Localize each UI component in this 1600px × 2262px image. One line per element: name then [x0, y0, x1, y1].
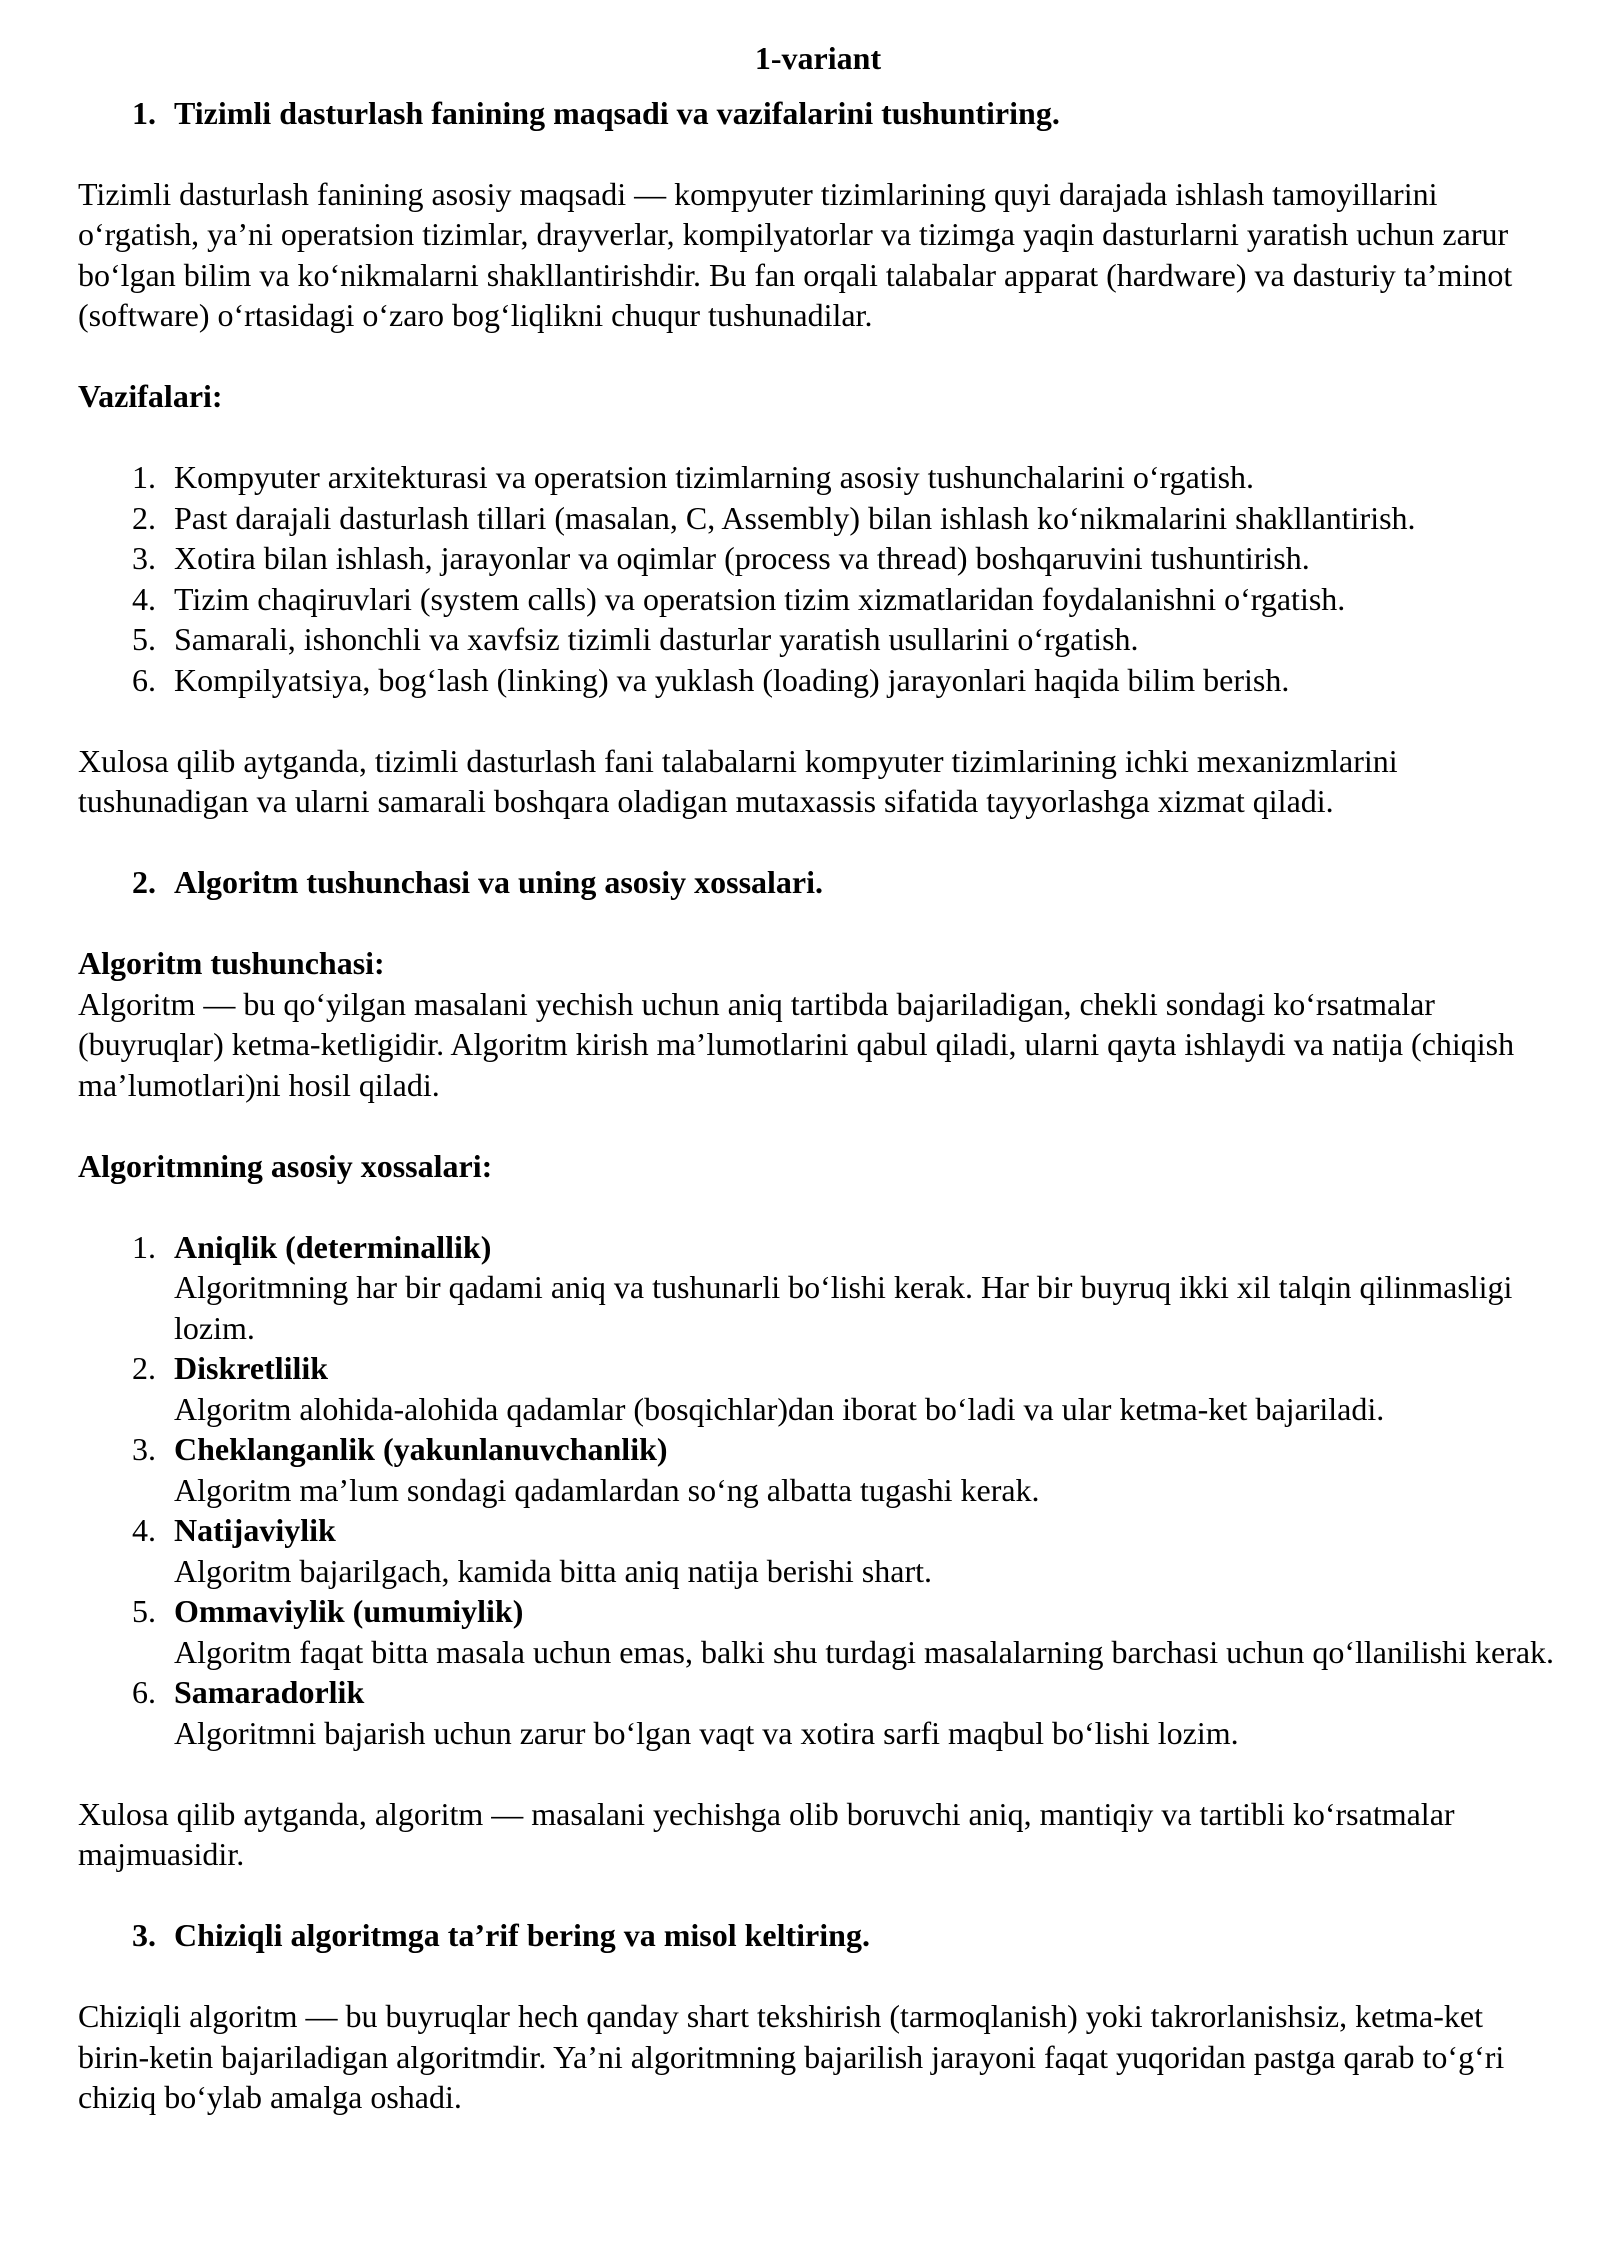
- list-item: [78, 538, 1558, 579]
- question-3-heading: [78, 1915, 1558, 1956]
- list-item: [78, 1348, 1558, 1429]
- list-item-number: 5.: [132, 621, 156, 657]
- list-item-number: 5.: [132, 1593, 156, 1629]
- q1-conclusion: Xulosa qilib aytganda, tizimli dasturlash fani talabalarni kompyuter tizimlarining ichki mexanizmlarini tushunadigan va ularni samarali boshqara oladigan mutaxassis sifatida tayyorlashga xizmat qiladi.: [78, 742, 1398, 819]
- question-1-text: Tizimli dasturlash fanining maqsadi va vazifalarini tushuntiring.: [174, 94, 1060, 131]
- list-item-text: Kompyuter arxitekturasi va operatsion tizimlarning asosiy tushunchalarini oʻrgatish.: [174, 459, 1255, 495]
- property-description: Algoritm alohida-alohida qadamlar (bosqichlar)dan iborat boʻladi va ular ketma-ket bajariladi.: [174, 1390, 1385, 1427]
- q2-concept-label: Algoritm tushunchasi:: [78, 945, 385, 981]
- list-item-number: 2.: [132, 1350, 156, 1386]
- question-2-number: 2.: [132, 864, 156, 900]
- property-name: Samaradorlik: [174, 1674, 365, 1710]
- property-description: Algoritm maʼlum sondagi qadamlardan soʻng albatta tugashi kerak.: [174, 1471, 1040, 1508]
- property-name: Diskretlilik: [174, 1350, 329, 1386]
- list-item-number: 2.: [132, 499, 156, 536]
- property-name: Cheklanganlik (yakunlanuvchanlik): [174, 1431, 668, 1467]
- list-item-number: 6.: [132, 661, 156, 698]
- property-name: Ommaviylik (umumiylik): [174, 1593, 524, 1629]
- list-item: [78, 660, 1558, 701]
- q1-tasks-label: Vazifalari:: [78, 378, 223, 414]
- property-description: Algoritmni bajarish uchun zarur boʻlgan vaqt va xotira sarfi maqbul boʻlishi lozim.: [174, 1714, 1239, 1751]
- property-description: Algoritm faqat bitta masala uchun emas, balki shu turdagi masalalarning barchasi uchun qoʻllanilishi kerak.: [174, 1633, 1555, 1670]
- property-name: Natijaviylik: [174, 1512, 336, 1548]
- property-description: Algoritmning har bir qadami aniq va tushunarli boʻlishi kerak. Har bir buyruq ikki xil talqin qilinmasligi lozim.: [174, 1269, 1513, 1346]
- property-name: Aniqlik (determinallik): [174, 1228, 492, 1265]
- document-title: 1-variant: [754, 40, 882, 76]
- q2-concept-paragraph: Algoritm — bu qoʻyilgan masalani yechish uchun aniq tartibda bajariladigan, chekli sondagi koʻrsatmalar (buyruqlar) ketma-ketligidir. Algoritm kirish maʼlumotlarini qabul qiladi, ularni qayta ishlaydi va natija (chiqish maʼlumotlari)ni hosil qiladi.: [78, 985, 1515, 1103]
- q3-definition-paragraph: Chiziqli algoritm — bu buyruqlar hech qanday shart tekshirish (tarmoqlanish) yoki takrorlanishsiz, ketma-ket birin-ketin bajariladigan algoritmdir. Yaʼni algoritmning bajarilish jarayoni faqat yuqoridan pastga qarab toʻgʻri chiziq boʻylab amalga oshadi.: [78, 1998, 1505, 2115]
- question-3-text: Chiziqli algoritmga taʼrif bering va misol keltiring.: [174, 1917, 870, 1953]
- q1-tasks-list: [78, 457, 1558, 700]
- q2-properties-list: [78, 1227, 1558, 1754]
- list-item-number: 1.: [132, 459, 156, 495]
- question-1-number: 1.: [132, 94, 156, 131]
- list-item-text: Xotira bilan ishlash, jarayonlar va oqimlar (process va thread) boshqaruvini tushuntirish.: [174, 540, 1310, 576]
- document-page: [78, 38, 1558, 2118]
- list-item: [78, 457, 1558, 498]
- question-2-heading: [78, 862, 1558, 903]
- list-item: [78, 579, 1558, 620]
- list-item: [78, 1591, 1558, 1672]
- list-item-number: 4.: [132, 580, 156, 617]
- list-item-number: 4.: [132, 1512, 156, 1548]
- list-item: [78, 619, 1558, 660]
- list-item-text: Kompilyatsiya, bogʻlash (linking) va yuklash (loading) jarayonlari haqida bilim berish.: [174, 661, 1290, 698]
- list-item: [78, 1510, 1558, 1591]
- property-description: Algoritm bajarilgach, kamida bitta aniq natija berishi shart.: [174, 1552, 932, 1589]
- list-item-text: Tizim chaqiruvlari (system calls) va operatsion tizim xizmatlaridan foydalanishni oʻrgatish.: [174, 580, 1346, 617]
- list-item-text: Past darajali dasturlash tillari (masalan, C, Assembly) bilan ishlash koʻnikmalarini shakllantirish.: [174, 499, 1416, 536]
- list-item-text: Samarali, ishonchli va xavfsiz tizimli dasturlar yaratish usullarini oʻrgatish.: [174, 621, 1139, 657]
- list-item-number: 6.: [132, 1674, 156, 1710]
- q1-intro-paragraph: Tizimli dasturlash fanining asosiy maqsadi — kompyuter tizimlarining quyi darajada ishlash tamoyillarini oʻrgatish, yaʼni operatsion tizimlar, drayverlar, kompilyatorlar va tizimga yaqin dasturlarni yaratish uchun zarur boʻlgan bilim va koʻnikmalarni shakllantirishdir. Bu fan orqali talabalar apparat (hardware) va dasturiy taʼminot (software) oʻrtasidagi oʻzaro bogʻliqlikni chuqur tushunadilar.: [78, 175, 1513, 333]
- question-2-text: Algoritm tushunchasi va uning asosiy xossalari.: [174, 864, 824, 900]
- list-item: [78, 498, 1558, 539]
- list-item: [78, 1227, 1558, 1349]
- list-item: [78, 1429, 1558, 1510]
- list-item: [78, 1672, 1558, 1753]
- list-item-number: 3.: [132, 540, 156, 576]
- list-item-number: 1.: [132, 1228, 156, 1265]
- q2-properties-label: Algoritmning asosiy xossalari:: [78, 1147, 493, 1184]
- q2-conclusion: Xulosa qilib aytganda, algoritm — masalani yechishga olib boruvchi aniq, mantiqiy va tartibli koʻrsatmalar majmuasidir.: [78, 1795, 1455, 1872]
- question-3-number: 3.: [132, 1917, 156, 1953]
- list-item-number: 3.: [132, 1431, 156, 1467]
- question-1-heading: [78, 93, 1558, 134]
